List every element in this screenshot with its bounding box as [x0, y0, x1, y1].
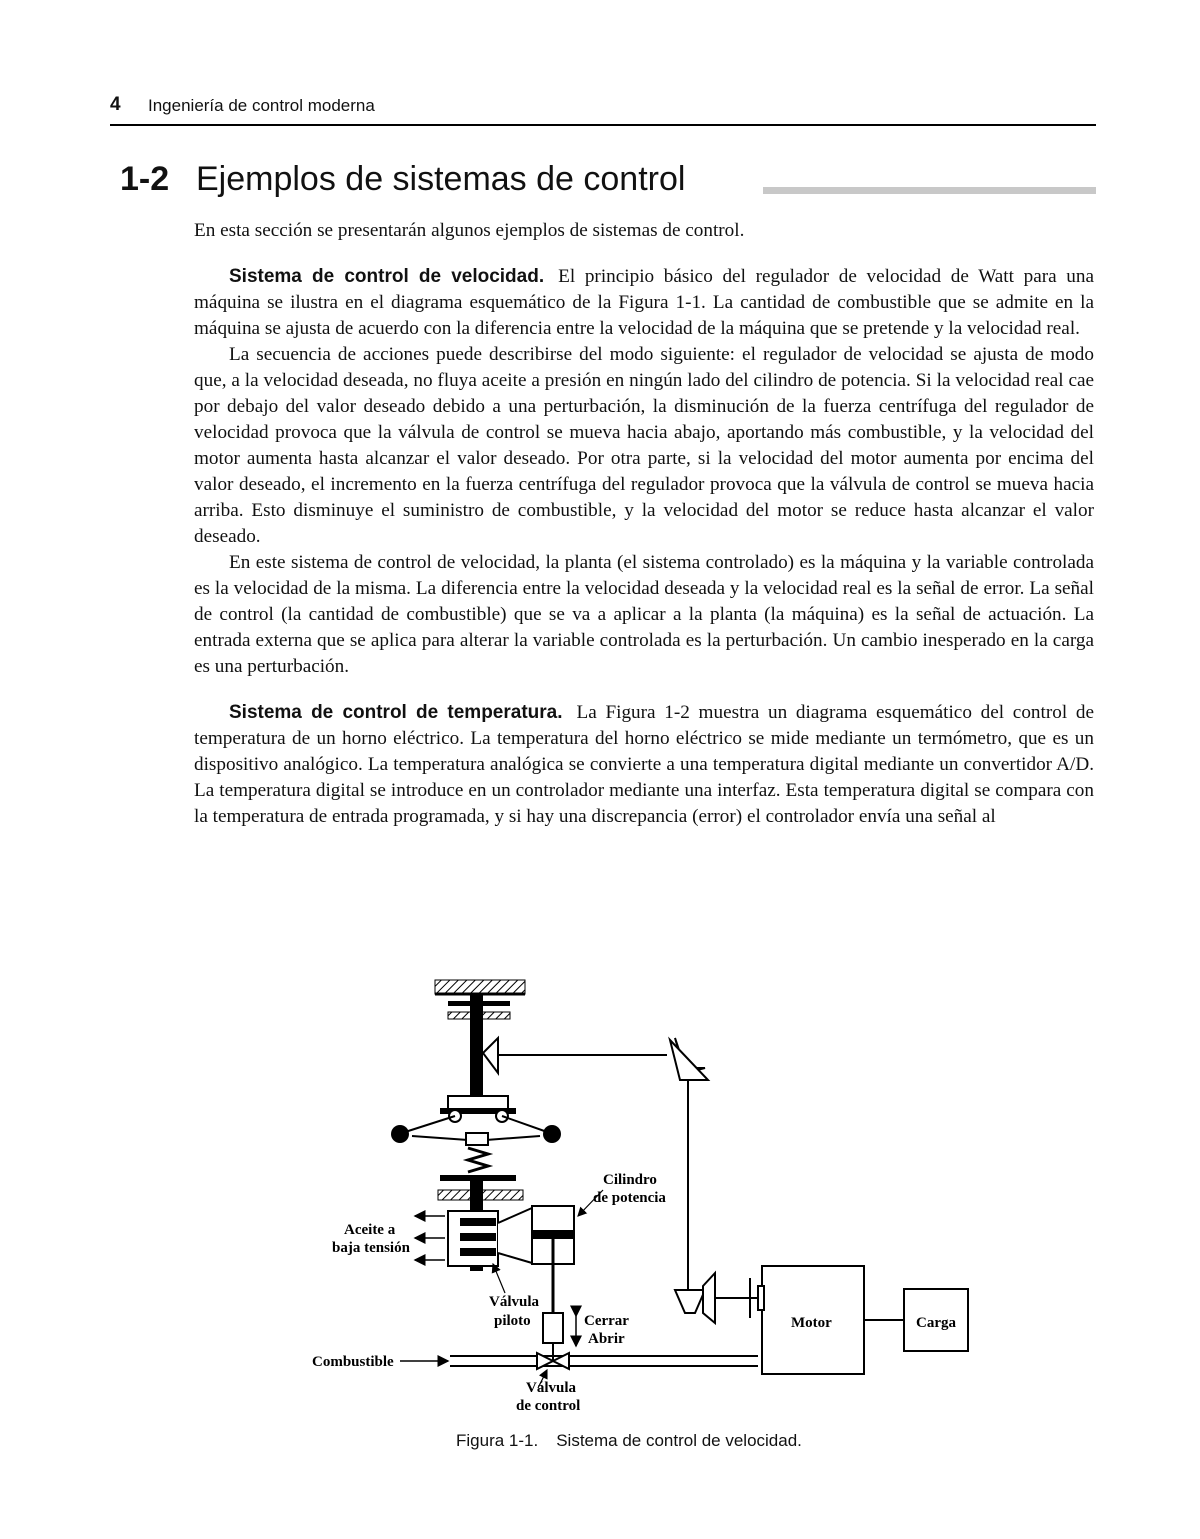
body-text — [194, 218, 1094, 830]
figure-caption-label: Figura 1-1. — [456, 1431, 539, 1450]
speed-control-diagram — [300, 968, 1000, 1428]
label-control-valve-1: Válvula — [526, 1380, 577, 1396]
speed-control-heading: Sistema de control de velocidad. — [229, 266, 545, 287]
heading-rule — [763, 187, 1096, 194]
label-control-valve-2: de control — [516, 1398, 581, 1414]
figure-caption-text: Sistema de control de velocidad. — [556, 1431, 802, 1450]
label-motor: Motor — [791, 1315, 832, 1331]
label-power-cylinder-2: de potencia — [593, 1190, 666, 1206]
speed-paragraph-1 — [194, 264, 1094, 342]
section-heading — [120, 160, 1100, 210]
label-pilot-valve-1: Válvula — [489, 1294, 540, 1310]
section-title: Ejemplos de sistemas de control — [196, 160, 686, 198]
pilot-actuator — [543, 1313, 563, 1343]
page-number: 4 — [110, 94, 121, 115]
oil-pipes — [498, 1208, 532, 1263]
running-head — [110, 94, 1096, 126]
speed-paragraph-1-text: El principio básico del regulador de velocidad de Watt para una máquina se ilustra en el diagrama esquemático de la Figura 1-1. La cantidad de combustible que se admite en la máquina se ajusta de acuerdo con la diferencia entre la velocidad de la máquina que se pretende y la velocidad real. — [194, 266, 1094, 339]
label-pilot-valve-2: piloto — [494, 1313, 531, 1329]
label-open: Abrir — [588, 1331, 625, 1347]
flyball-governor — [391, 1096, 561, 1181]
speed-paragraph-3: En este sistema de control de velocidad, la planta (el sistema controlado) es la máquina y la variable controlada es la velocidad de la misma. La diferencia entre la velocidad deseada y la velocidad real es la señal de error. La señal de control (la cantidad de combustible) que se va a aplicar a la planta (la máquina) es la señal de actuación. La entrada externa que se aplica para alterar la variable controlada es la perturbación. Un cambio inesperado en la carga es una perturbación. — [194, 552, 1094, 677]
label-load: Carga — [916, 1315, 956, 1331]
speed-paragraph-2: La secuencia de acciones puede describirse del modo siguiente: el regulador de velocidad se ajusta de modo que, a la velocidad deseada, no fluya aceite a presión en ningún lado del cilindro de potencia. Si la velocidad real cae por debajo del valor deseado debido a una perturbación, la disminución de la fuerza centrífuga del regulador de velocidad provoca que la válvula de control se mueva hacia abajo, aportando más combustible, y la velocidad del motor aumenta hasta alcanzar el valor deseado. Por otra parte, si la velocidad del motor aumenta por encima del valor deseado, el incremento en la fuerza centrífuga del regulador provoca que la válvula de control se mueva hacia arriba. Esto disminuye el suministro de combustible, y la velocidad del motor se reduce hasta alcanzar el valor deseado. — [194, 344, 1094, 547]
section-number: 1-2 — [120, 160, 170, 198]
temperature-paragraph-1 — [194, 700, 1094, 830]
temperature-control-heading: Sistema de control de temperatura. — [229, 702, 563, 723]
label-fuel: Combustible — [312, 1354, 394, 1370]
fuel-line — [400, 1356, 758, 1366]
label-oil-2: baja tensión — [332, 1240, 410, 1256]
label-power-cylinder-1: Cilindro — [603, 1172, 657, 1188]
label-oil-1: Aceite a — [344, 1222, 396, 1238]
speed-control-figure — [300, 968, 1000, 1428]
pilot-valve-body — [415, 1211, 498, 1266]
governor-spindle — [470, 994, 483, 1112]
pilot-leader — [493, 1264, 505, 1293]
running-title: Ingeniería de control moderna — [148, 96, 375, 115]
label-close: Cerrar — [584, 1313, 629, 1329]
figure-caption — [456, 1431, 802, 1451]
temperature-paragraph-1-text: La Figura 1-2 muestra un diagrama esquemático del control de temperatura de un horno eléctrico. La temperatura del horno eléctrico se mide mediante un termómetro, que es un dispositivo analógico. La temperatura analógica se convierte a una temperatura digital mediante un convertidor A/D. La temperatura digital se introduce en un controlador mediante una interfaz. Esta temperatura digital se compara con la temperatura de entrada programada, y si hay una discrepancia (error) el controlador envía una señal al — [194, 702, 1094, 827]
intro-paragraph: En esta sección se presentarán algunos ejemplos de sistemas de control. — [194, 220, 745, 241]
